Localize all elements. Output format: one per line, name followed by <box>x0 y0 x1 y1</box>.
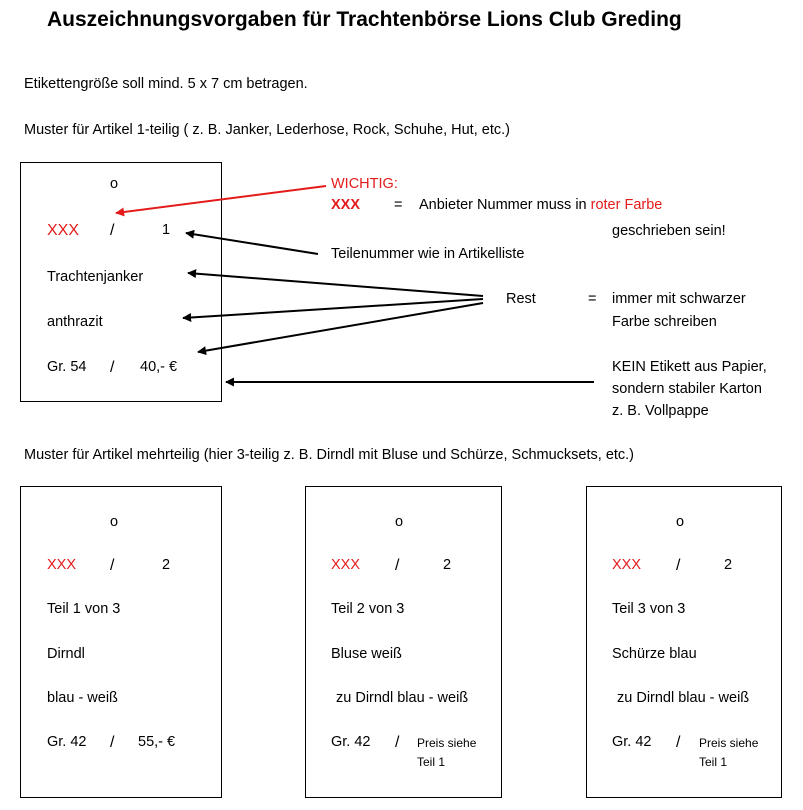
important-text-continued: geschrieben sein! <box>612 223 726 239</box>
rest-text-line2: Farbe schreiben <box>612 314 717 330</box>
arrow-to-item-color <box>183 299 483 318</box>
arrow-to-item-name <box>188 273 483 296</box>
size-price-slash: / <box>110 359 115 376</box>
important-xxx: XXX <box>331 197 361 213</box>
price-note-line1: Preis siehe <box>699 736 759 750</box>
hole-marker: o <box>110 176 119 192</box>
price-note-line1: Preis siehe <box>417 736 477 750</box>
multi-label-box-1 <box>20 486 222 798</box>
material-note-line1: KEIN Etikett aus Papier, <box>612 359 767 375</box>
price-note-line2: Teil 1 <box>699 755 728 769</box>
section2-heading: Muster für Artikel mehrteilig (hier 3-teilig z. B. Dirndl mit Bluse und Schürze, Schmucksets, etc.) <box>24 447 635 463</box>
size-price-slash: / <box>110 734 115 751</box>
rest-label: Rest <box>506 291 536 307</box>
item-size: Gr. 42 <box>331 734 371 750</box>
size-price-slash: / <box>395 734 400 751</box>
equals-sign: = <box>394 197 403 213</box>
multi-label-box-3 <box>586 486 782 798</box>
item-color: anthrazit <box>47 314 103 330</box>
item-name: Trachtenjanker <box>47 269 144 285</box>
size-price-slash: / <box>676 734 681 751</box>
item-name: Schürze blau <box>612 646 697 662</box>
item-price: 40,- € <box>140 359 178 375</box>
part-number: 1 <box>162 222 171 238</box>
label-slash: / <box>110 557 115 574</box>
label-slash: / <box>395 557 400 574</box>
material-note-line3: z. B. Vollpappe <box>612 403 709 419</box>
arrow-to-seller-number <box>116 186 326 213</box>
seller-number: XXX <box>47 222 80 239</box>
hole-marker: o <box>676 514 685 530</box>
hole-marker: o <box>395 514 404 530</box>
equals-sign-2: = <box>588 291 597 307</box>
multi-label-box-2 <box>305 486 502 798</box>
item-color: blau - weiß <box>47 690 118 706</box>
item-size: Gr. 42 <box>47 734 87 750</box>
label-slash: / <box>110 222 115 239</box>
rest-text-line1: immer mit schwarzer <box>612 291 746 307</box>
part-count: Teil 1 von 3 <box>47 601 121 617</box>
part-number: 2 <box>724 557 733 573</box>
arrow-to-item-size <box>198 303 483 352</box>
part-count: Teil 3 von 3 <box>612 601 686 617</box>
item-name: Bluse weiß <box>331 646 402 662</box>
item-price: 55,- € <box>138 734 176 750</box>
hole-marker: o <box>110 514 119 530</box>
part-number-note: Teilenummer wie in Artikelliste <box>331 246 525 262</box>
page-title: Auszeichnungsvorgaben für Trachtenbörse Lions Club Greding <box>47 8 682 31</box>
item-color: zu Dirndl blau - weiß <box>617 690 750 706</box>
price-note-line2: Teil 1 <box>417 755 446 769</box>
seller-number: XXX <box>612 557 642 573</box>
size-note: Etikettengröße soll mind. 5 x 7 cm betragen. <box>24 76 308 92</box>
important-label: WICHTIG: <box>331 176 398 192</box>
arrow-to-part-number <box>186 233 318 254</box>
material-note-line2: sondern stabiler Karton <box>612 381 762 397</box>
part-number: 2 <box>443 557 452 573</box>
important-text: Anbieter Nummer muss in roter Farbe <box>419 197 663 213</box>
item-size: Gr. 54 <box>47 359 87 375</box>
item-color: zu Dirndl blau - weiß <box>336 690 469 706</box>
part-number: 2 <box>162 557 171 573</box>
label-slash: / <box>676 557 681 574</box>
item-name: Dirndl <box>47 646 85 662</box>
part-count: Teil 2 von 3 <box>331 601 405 617</box>
item-size: Gr. 42 <box>612 734 652 750</box>
red-color-text: roter Farbe <box>590 197 663 213</box>
seller-number: XXX <box>47 557 77 573</box>
seller-number: XXX <box>331 557 361 573</box>
section1-heading: Muster für Artikel 1-teilig ( z. B. Janker, Lederhose, Rock, Schuhe, Hut, etc.) <box>24 122 510 138</box>
